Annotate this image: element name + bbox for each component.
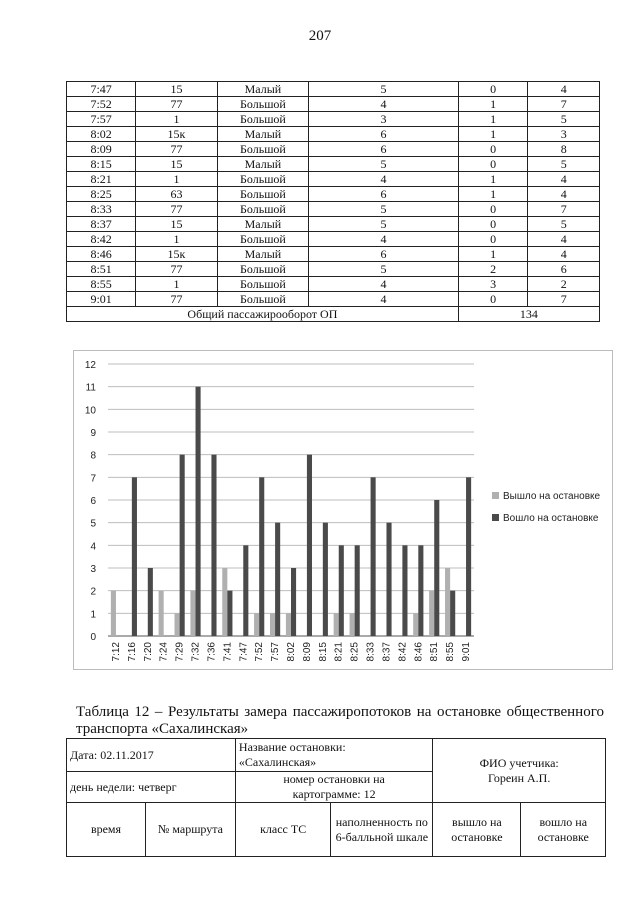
bar-exited — [334, 613, 339, 636]
x-tick-label: 7:12 — [110, 642, 122, 662]
column-header: № маршрута — [146, 803, 236, 857]
table-cell: Малый — [217, 217, 309, 232]
table-cell: 4 — [528, 232, 600, 247]
table-cell: 6 — [528, 262, 600, 277]
table-cell: Большой — [217, 232, 309, 247]
table-cell: 1 — [458, 112, 528, 127]
table-cell: 9:01 — [67, 292, 136, 307]
table-cell: Большой — [217, 187, 309, 202]
bar-entered — [323, 523, 328, 636]
stop-name-label: Название остановки: — [238, 740, 346, 754]
table-cell: 1 — [136, 277, 217, 292]
legend-label: Вошло на остановке — [503, 513, 599, 524]
x-tick-label: 8:37 — [381, 642, 393, 662]
table-cell: 15 — [136, 157, 217, 172]
x-tick-label: 7:41 — [222, 642, 234, 662]
bar-entered — [450, 591, 455, 636]
table-row — [67, 112, 600, 127]
table-cell: 4 — [528, 187, 600, 202]
bar-exited — [190, 591, 195, 636]
y-tick-label: 5 — [90, 518, 96, 530]
table-row — [67, 277, 600, 292]
bar-exited — [270, 613, 275, 636]
table-cell: 0 — [458, 157, 528, 172]
weekday-text: день недели: четверг — [70, 779, 177, 794]
table-cell: 0 — [458, 217, 528, 232]
table-cell: 0 — [458, 202, 528, 217]
table-cell: 63 — [136, 187, 217, 202]
table-cell: 77 — [136, 97, 217, 112]
map-number-cell — [235, 772, 432, 803]
passenger-table — [66, 81, 600, 322]
table-cell: Большой — [217, 97, 309, 112]
bar-entered — [418, 545, 423, 636]
table-cell: 7:57 — [67, 112, 136, 127]
chart-svg — [74, 351, 612, 669]
table-cell: 1 — [458, 97, 528, 112]
weekday-cell — [67, 772, 236, 803]
column-header: класс ТС — [235, 803, 330, 857]
table-row — [67, 187, 600, 202]
bar-exited — [445, 568, 450, 636]
table-row — [67, 292, 600, 307]
y-tick-label: 8 — [90, 450, 96, 462]
table-cell: 5 — [309, 262, 459, 277]
x-tick-label: 8:51 — [429, 642, 441, 662]
table-row — [67, 82, 600, 97]
table-cell: 5 — [309, 202, 459, 217]
table-cell: 6 — [309, 247, 459, 262]
x-tick-label: 7:20 — [142, 642, 154, 662]
table-cell: Большой — [217, 292, 309, 307]
y-tick-label: 4 — [90, 541, 96, 553]
x-tick-label: 7:57 — [270, 642, 282, 662]
table-row — [67, 142, 600, 157]
table-cell: 0 — [458, 292, 528, 307]
table-row — [67, 217, 600, 232]
y-tick-label: 1 — [90, 609, 96, 621]
bar-entered — [132, 477, 137, 636]
table-cell: 8 — [528, 142, 600, 157]
table-cell: 3 — [458, 277, 528, 292]
x-tick-label: 7:52 — [254, 642, 266, 662]
bar-exited — [159, 591, 164, 636]
bar-exited — [413, 613, 418, 636]
table-row — [67, 202, 600, 217]
table-cell: 7:52 — [67, 97, 136, 112]
bar-entered — [355, 545, 360, 636]
table-cell: 77 — [136, 202, 217, 217]
table-row — [67, 232, 600, 247]
bar-entered — [259, 477, 264, 636]
table-cell: 7 — [528, 292, 600, 307]
table-cell: 5 — [528, 217, 600, 232]
recorder-value: Гореин А.П. — [487, 770, 551, 785]
table-cell: 8:51 — [67, 262, 136, 277]
table-cell: 7 — [528, 202, 600, 217]
bar-entered — [211, 455, 216, 636]
legend-swatch — [492, 514, 499, 521]
table-row — [67, 247, 600, 262]
table-cell: 0 — [458, 82, 528, 97]
table-cell: Малый — [217, 157, 309, 172]
bar-entered — [227, 591, 232, 636]
table-cell: 4 — [309, 292, 459, 307]
table-cell: 5 — [309, 217, 459, 232]
stop-name-value: «Сахалинская» — [238, 755, 317, 769]
stop-name-cell — [235, 739, 432, 772]
x-tick-label: 7:36 — [206, 642, 218, 662]
x-tick-label: 7:24 — [158, 642, 170, 662]
legend-swatch — [492, 492, 499, 499]
table-cell: 4 — [309, 97, 459, 112]
table-cell: 0 — [458, 142, 528, 157]
recorder-label: ФИО учетчика: — [479, 755, 559, 770]
table-cell: Малый — [217, 127, 309, 142]
date-cell — [67, 739, 236, 772]
column-header: вошло на остановке — [521, 803, 606, 857]
table-cell: 8:33 — [67, 202, 136, 217]
x-tick-label: 7:29 — [174, 642, 186, 662]
bar-entered — [196, 387, 201, 636]
table-cell: 4 — [309, 172, 459, 187]
table-cell: 5 — [309, 157, 459, 172]
table-cell: Большой — [217, 202, 309, 217]
table-cell: 15 — [136, 82, 217, 97]
table-cell: 5 — [309, 82, 459, 97]
table-cell: Большой — [217, 112, 309, 127]
x-tick-label: 7:16 — [126, 642, 138, 662]
recorder-cell — [433, 739, 606, 803]
y-tick-label: 7 — [90, 473, 96, 485]
table-cell: Большой — [217, 142, 309, 157]
bar-exited — [175, 613, 180, 636]
x-tick-label: 8:25 — [349, 642, 361, 662]
total-row — [67, 307, 600, 322]
table-cell: 8:02 — [67, 127, 136, 142]
table-caption: Таблица 12 – Результаты замера пассажиропотоков на остановке общественного транспорта «Сахалинская» — [76, 704, 604, 737]
y-tick-label: 9 — [90, 428, 96, 439]
table-cell: 77 — [136, 262, 217, 277]
x-tick-label: 8:21 — [333, 642, 345, 662]
table-row — [67, 157, 600, 172]
table-cell: 8:09 — [67, 142, 136, 157]
table-cell: Большой — [217, 277, 309, 292]
page-number: 207 — [308, 28, 332, 44]
table-cell: 6 — [309, 142, 459, 157]
x-tick-label: 7:47 — [238, 642, 250, 662]
date-text: Дата: 02.11.2017 — [70, 747, 154, 762]
map-number-text: номер остановки на картограмме: 12 — [283, 772, 385, 801]
table-cell: 1 — [136, 172, 217, 187]
table-cell: 1 — [458, 187, 528, 202]
x-tick-label: 8:09 — [301, 642, 313, 662]
table-row — [67, 97, 600, 112]
table-cell: 2 — [528, 277, 600, 292]
table-row — [67, 172, 600, 187]
table-cell: 4 — [528, 172, 600, 187]
table-cell: 77 — [136, 292, 217, 307]
table-cell: 8:15 — [67, 157, 136, 172]
y-tick-label: 11 — [85, 382, 96, 394]
x-tick-label: 8:42 — [397, 642, 409, 662]
table-cell: 8:25 — [67, 187, 136, 202]
bar-exited — [286, 613, 291, 636]
y-tick-label: 12 — [84, 360, 96, 371]
bar-exited — [350, 613, 355, 636]
y-tick-label: 3 — [90, 564, 96, 575]
table-cell: 4 — [528, 82, 600, 97]
bar-entered — [180, 455, 185, 636]
bar-entered — [402, 545, 407, 636]
table-cell: 7 — [528, 97, 600, 112]
table-cell: 3 — [528, 127, 600, 142]
table-cell: Большой — [217, 172, 309, 187]
table-cell: 4 — [309, 277, 459, 292]
table-cell: 8:37 — [67, 217, 136, 232]
table-cell: 6 — [309, 127, 459, 142]
table-cell: 6 — [309, 187, 459, 202]
bar-exited — [222, 568, 227, 636]
legend-label: Вышло на остановке — [503, 491, 601, 502]
bar-entered — [243, 545, 248, 636]
table-cell: 77 — [136, 142, 217, 157]
table-cell: 2 — [458, 262, 528, 277]
x-tick-label: 8:33 — [365, 642, 377, 662]
bar-entered — [386, 523, 391, 636]
total-value: 134 — [458, 307, 599, 322]
y-tick-label: 0 — [90, 632, 96, 643]
total-label: Общий пассажирооборот ОП — [67, 307, 459, 322]
table-cell: 3 — [309, 112, 459, 127]
y-tick-label: 6 — [90, 496, 96, 507]
passenger-flow-chart — [73, 350, 613, 670]
table-cell: 8:21 — [67, 172, 136, 187]
column-header: вышло на остановке — [433, 803, 521, 857]
table-row — [67, 262, 600, 277]
bar-entered — [339, 545, 344, 636]
table-cell: 8:42 — [67, 232, 136, 247]
table-cell: 1 — [458, 127, 528, 142]
table-cell: 7:47 — [67, 82, 136, 97]
bar-exited — [429, 591, 434, 636]
bar-entered — [371, 477, 376, 636]
bar-entered — [148, 568, 153, 636]
table-cell: 1 — [136, 232, 217, 247]
x-tick-label: 7:32 — [190, 642, 202, 662]
bar-exited — [111, 591, 116, 636]
table-cell: 0 — [458, 232, 528, 247]
bar-entered — [307, 455, 312, 636]
bar-entered — [434, 500, 439, 636]
table-cell: 1 — [136, 112, 217, 127]
x-tick-label: 8:15 — [317, 642, 329, 662]
bar-entered — [275, 523, 280, 636]
column-header: время — [67, 803, 146, 857]
table-cell: 1 — [458, 172, 528, 187]
table-cell: 15к — [136, 127, 217, 142]
bar-entered — [291, 568, 296, 636]
x-tick-label: 9:01 — [461, 642, 473, 662]
table-cell: 4 — [528, 247, 600, 262]
table-cell: 4 — [309, 232, 459, 247]
table-cell: 5 — [528, 112, 600, 127]
x-tick-label: 8:46 — [413, 642, 425, 662]
y-tick-label: 2 — [90, 586, 96, 598]
bar-exited — [254, 613, 259, 636]
bar-entered — [466, 477, 471, 636]
column-header: наполненность по 6-балльной шкале — [331, 803, 433, 857]
table-cell: Малый — [217, 247, 309, 262]
observation-header-table — [66, 738, 606, 857]
table-row — [67, 127, 600, 142]
table-cell: 15 — [136, 217, 217, 232]
x-tick-label: 8:55 — [445, 642, 457, 662]
table-cell: 15к — [136, 247, 217, 262]
table-cell: Малый — [217, 82, 309, 97]
table-cell: 1 — [458, 247, 528, 262]
table-cell: Большой — [217, 262, 309, 277]
table-cell: 8:46 — [67, 247, 136, 262]
table-cell: 8:55 — [67, 277, 136, 292]
y-tick-label: 10 — [84, 405, 96, 417]
x-tick-label: 8:02 — [286, 642, 297, 662]
table-cell: 5 — [528, 157, 600, 172]
